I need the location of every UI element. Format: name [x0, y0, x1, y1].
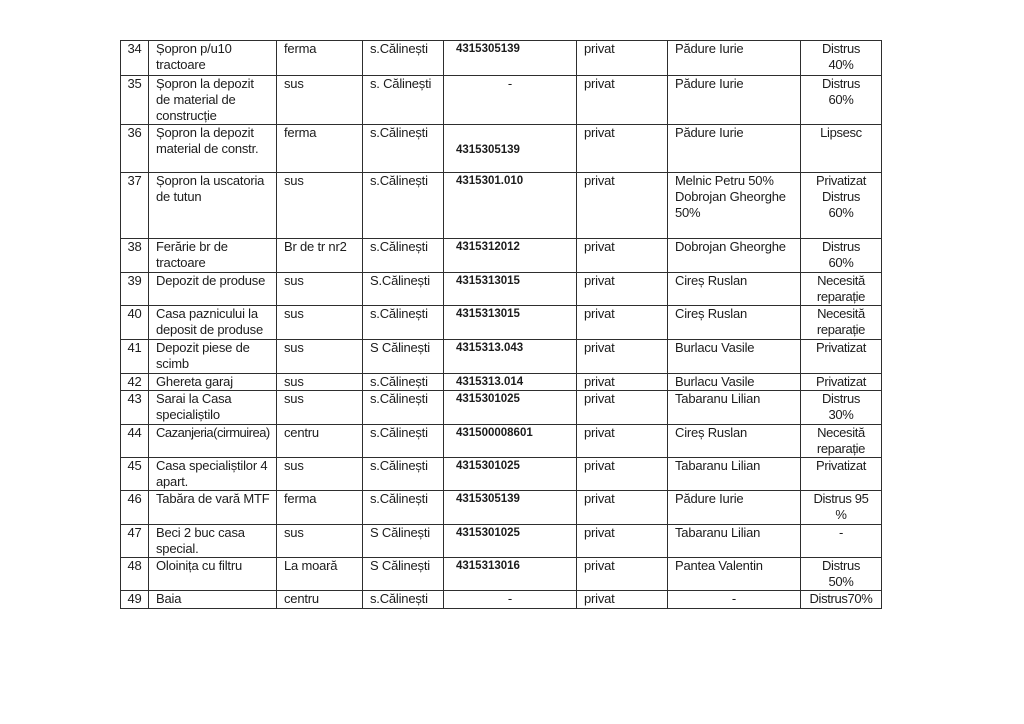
- cell-no: 48: [121, 558, 149, 591]
- cell-location: sus: [277, 525, 363, 558]
- table-row: [121, 491, 882, 525]
- cell-location: sus: [277, 273, 363, 306]
- cell-location: centru: [277, 591, 363, 609]
- cell-status: -: [801, 525, 882, 558]
- cell-status: Necesită reparație: [801, 425, 882, 458]
- table-row: [121, 76, 882, 125]
- cell-village: s.Călinești: [363, 458, 444, 491]
- table-row: [121, 374, 882, 391]
- cell-status: Lipsesc: [801, 125, 882, 173]
- cell-status: Distrus 30%: [801, 391, 882, 425]
- cell-location: Br de tr nr2: [277, 239, 363, 273]
- cell-village: s.Călinești: [363, 591, 444, 609]
- cell-owner: Pădure Iurie: [668, 76, 801, 125]
- table-row: [121, 273, 882, 306]
- cell-cadastral-number: 4315301025: [444, 458, 577, 491]
- cell-ownership: privat: [577, 391, 668, 425]
- cell-owner: Burlacu Vasile: [668, 340, 801, 374]
- cell-cadastral-number: -: [444, 76, 577, 125]
- cell-cadastral-number: -: [444, 591, 577, 609]
- cell-ownership: privat: [577, 76, 668, 125]
- cell-ownership: privat: [577, 558, 668, 591]
- cell-location: ferma: [277, 491, 363, 525]
- cell-no: 37: [121, 173, 149, 239]
- cell-location: sus: [277, 374, 363, 391]
- cell-location: ferma: [277, 125, 363, 173]
- cell-location: sus: [277, 76, 363, 125]
- cell-description: Ferărie br de tractoare: [149, 239, 277, 273]
- table-row: [121, 125, 882, 173]
- cell-no: 49: [121, 591, 149, 609]
- cell-owner: Burlacu Vasile: [668, 374, 801, 391]
- cell-no: 47: [121, 525, 149, 558]
- cell-village: s.Călinești: [363, 41, 444, 76]
- cell-village: s.Călinești: [363, 425, 444, 458]
- cell-owner: Cireș Ruslan: [668, 425, 801, 458]
- cell-no: 36: [121, 125, 149, 173]
- cell-ownership: privat: [577, 340, 668, 374]
- cell-description: Cazanjeria(cirmuirea): [149, 425, 277, 458]
- cell-description: Șopron p/u10 tractoare: [149, 41, 277, 76]
- asset-inventory-table: [120, 40, 882, 609]
- table-row: [121, 591, 882, 609]
- cell-cadastral-number: 4315305139: [444, 491, 577, 525]
- cell-owner: -: [668, 591, 801, 609]
- cell-village: s.Călinești: [363, 374, 444, 391]
- cell-ownership: privat: [577, 525, 668, 558]
- cell-owner: Tabaranu Lilian: [668, 458, 801, 491]
- cell-no: 39: [121, 273, 149, 306]
- cell-no: 45: [121, 458, 149, 491]
- cell-village: s.Călinești: [363, 173, 444, 239]
- cell-location: ferma: [277, 41, 363, 76]
- cell-ownership: privat: [577, 374, 668, 391]
- cell-village: s.Călinești: [363, 239, 444, 273]
- table-row: [121, 425, 882, 458]
- cell-status: Distrus 50%: [801, 558, 882, 591]
- cell-cadastral-number: 431500008601: [444, 425, 577, 458]
- cell-description: Casa specialiștilor 4 apart.: [149, 458, 277, 491]
- cell-owner: Tabaranu Lilian: [668, 525, 801, 558]
- cell-owner: Melnic Petru 50% Dobrojan Gheorghe 50%: [668, 173, 801, 239]
- cell-village: s.Călinești: [363, 491, 444, 525]
- cell-location: La moară: [277, 558, 363, 591]
- cell-status: Distrus 60%: [801, 76, 882, 125]
- cell-no: 43: [121, 391, 149, 425]
- table-row: [121, 340, 882, 374]
- cell-ownership: privat: [577, 491, 668, 525]
- cell-ownership: privat: [577, 41, 668, 76]
- cell-owner: Cireș Ruslan: [668, 273, 801, 306]
- cell-location: sus: [277, 173, 363, 239]
- cell-village: S Călinești: [363, 340, 444, 374]
- table-row: [121, 458, 882, 491]
- cell-owner: Cireș Ruslan: [668, 306, 801, 340]
- cell-no: 46: [121, 491, 149, 525]
- cell-cadastral-number: 4315312012: [444, 239, 577, 273]
- cell-status: Privatizat: [801, 458, 882, 491]
- cell-no: 40: [121, 306, 149, 340]
- cell-description: Depozit de produse: [149, 273, 277, 306]
- cell-village: s.Călinești: [363, 391, 444, 425]
- cell-no: 42: [121, 374, 149, 391]
- cell-cadastral-number: 4315301025: [444, 525, 577, 558]
- cell-village: S Călinești: [363, 525, 444, 558]
- cell-ownership: privat: [577, 125, 668, 173]
- cell-ownership: privat: [577, 273, 668, 306]
- cell-owner: Pădure Iurie: [668, 491, 801, 525]
- table-row: [121, 173, 882, 239]
- cell-description: Beci 2 buc casa special.: [149, 525, 277, 558]
- table-row: [121, 525, 882, 558]
- cell-no: 34: [121, 41, 149, 76]
- cell-cadastral-number: 4315313015: [444, 306, 577, 340]
- cell-status: Distrus70%: [801, 591, 882, 609]
- cell-description: Șopron la depozit de material de construcție: [149, 76, 277, 125]
- cell-status: Distrus 40%: [801, 41, 882, 76]
- cell-owner: Pantea Valentin: [668, 558, 801, 591]
- cell-village: s. Călinești: [363, 76, 444, 125]
- cell-cadastral-number: 4315301.010: [444, 173, 577, 239]
- cell-status: Necesită reparație: [801, 273, 882, 306]
- cell-description: Sarai la Casa specialiștilo: [149, 391, 277, 425]
- cell-description: Casa paznicului la deposit de produse: [149, 306, 277, 340]
- cell-location: sus: [277, 458, 363, 491]
- cell-status: Privatizat: [801, 340, 882, 374]
- cell-cadastral-number: 4315313.043: [444, 340, 577, 374]
- cell-cadastral-number: 4315305139: [444, 41, 577, 76]
- cell-ownership: privat: [577, 306, 668, 340]
- cell-ownership: privat: [577, 425, 668, 458]
- cell-cadastral-number: 4315305139: [444, 125, 577, 173]
- cell-ownership: privat: [577, 173, 668, 239]
- cell-cadastral-number: 4315313015: [444, 273, 577, 306]
- cell-ownership: privat: [577, 239, 668, 273]
- cell-status: Privatizat Distrus 60%: [801, 173, 882, 239]
- cell-ownership: privat: [577, 591, 668, 609]
- table-row: [121, 41, 882, 76]
- cell-status: Distrus 95 %: [801, 491, 882, 525]
- cell-owner: Pădure Iurie: [668, 41, 801, 76]
- cell-status: Distrus 60%: [801, 239, 882, 273]
- cell-location: sus: [277, 391, 363, 425]
- cell-no: 35: [121, 76, 149, 125]
- cell-village: S.Călinești: [363, 273, 444, 306]
- table-row: [121, 306, 882, 340]
- cell-owner: Pădure Iurie: [668, 125, 801, 173]
- cell-description: Depozit piese de scimb: [149, 340, 277, 374]
- cell-village: S Călinești: [363, 558, 444, 591]
- cell-no: 44: [121, 425, 149, 458]
- cell-no: 38: [121, 239, 149, 273]
- cell-location: sus: [277, 306, 363, 340]
- cell-village: s.Călinești: [363, 125, 444, 173]
- cell-description: Oloinița cu filtru: [149, 558, 277, 591]
- cell-description: Baia: [149, 591, 277, 609]
- cell-cadastral-number: 4315301025: [444, 391, 577, 425]
- cell-owner: Tabaranu Lilian: [668, 391, 801, 425]
- cell-description: Șopron la depozit material de constr.: [149, 125, 277, 173]
- cell-ownership: privat: [577, 458, 668, 491]
- cell-owner: Dobrojan Gheorghe: [668, 239, 801, 273]
- cell-status: Privatizat: [801, 374, 882, 391]
- cell-location: sus: [277, 340, 363, 374]
- cell-cadastral-number: 4315313.014: [444, 374, 577, 391]
- cell-description: Tabăra de vară MTF: [149, 491, 277, 525]
- cell-description: Șopron la uscatoria de tutun: [149, 173, 277, 239]
- cell-description: Ghereta garaj: [149, 374, 277, 391]
- cell-location: centru: [277, 425, 363, 458]
- table-row: [121, 391, 882, 425]
- table-row: [121, 239, 882, 273]
- cell-no: 41: [121, 340, 149, 374]
- cell-status: Necesită reparație: [801, 306, 882, 340]
- cell-village: s.Călinești: [363, 306, 444, 340]
- table-row: [121, 558, 882, 591]
- cell-cadastral-number: 4315313016: [444, 558, 577, 591]
